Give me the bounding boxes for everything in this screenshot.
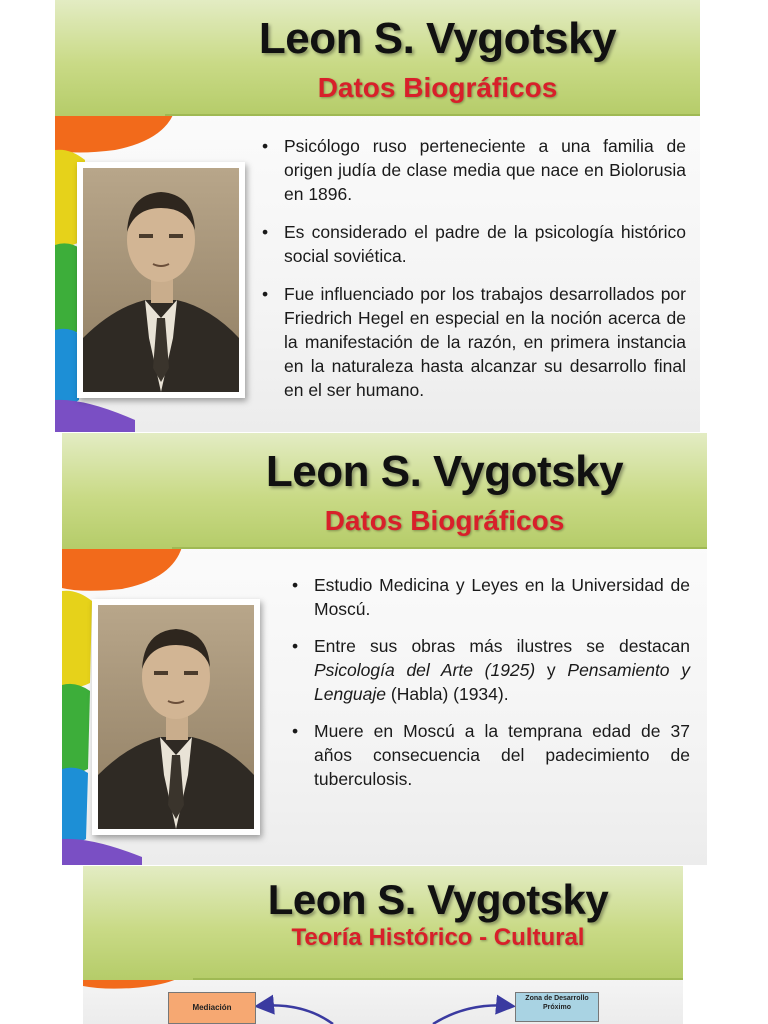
bullet-list: [260, 134, 686, 416]
portrait-photo: [77, 162, 245, 398]
slide-header: [55, 0, 700, 116]
bullet-item: • Estudio Medicina y Leyes en la Universidad de Moscú.: [290, 573, 690, 621]
portrait-image: [83, 168, 239, 392]
slide-header: [62, 433, 707, 549]
bullet-item: [290, 634, 690, 706]
bullet-item: • Es considerado el padre de la psicología histórico social soviética.: [260, 220, 686, 268]
portrait-photo: [92, 599, 260, 835]
slide-2: [62, 433, 707, 865]
portrait-image: [98, 605, 254, 829]
slide-title: Leon S. Vygotsky: [265, 447, 624, 496]
diagram-box-mediacion: Mediación: [168, 992, 256, 1024]
slide-1: [55, 0, 700, 432]
slide-header: [83, 866, 683, 980]
slide-title: Leon S. Vygotsky: [258, 14, 617, 63]
slide-title: Leon S. Vygotsky: [267, 876, 609, 923]
bullet-text: (Habla) (1934).: [386, 684, 509, 704]
bullet-item: • Psicólogo ruso perteneciente a una familia de origen judía de clase media que nace en Biolorusia en 1896.: [260, 134, 686, 206]
bullet-text: y: [535, 660, 568, 680]
bullet-item: • Muere en Moscú a la temprana edad de 37 años consecuencia del padecimiento de tuberculosis.: [290, 719, 690, 791]
slide-subtitle: Datos Biográficos: [317, 72, 558, 103]
work-title: Pensamiento y Lenguaje: [314, 660, 690, 704]
slide-subtitle: Teoría Histórico - Cultural: [291, 924, 585, 951]
work-title: Psicología del Arte (1925): [314, 660, 536, 680]
bullet-text: Entre sus obras más ilustres se destacan: [314, 636, 690, 656]
theory-diagram: [83, 980, 683, 1024]
slide-subtitle: Datos Biográficos: [324, 505, 565, 536]
diagram-box-zona-desarrollo: Zona de Desarrollo Próximo: [515, 992, 599, 1022]
bullet-list: [290, 573, 690, 804]
slide-3: [83, 866, 683, 1024]
bullet-item: • Fue influenciado por los trabajos desarrollados por Friedrich Hegel en especial en la noción acerca de la manifestación de la razón, en primera instancia en la naturaleza hasta alcanzar su desarrollo final en el ser humano.: [260, 282, 686, 402]
